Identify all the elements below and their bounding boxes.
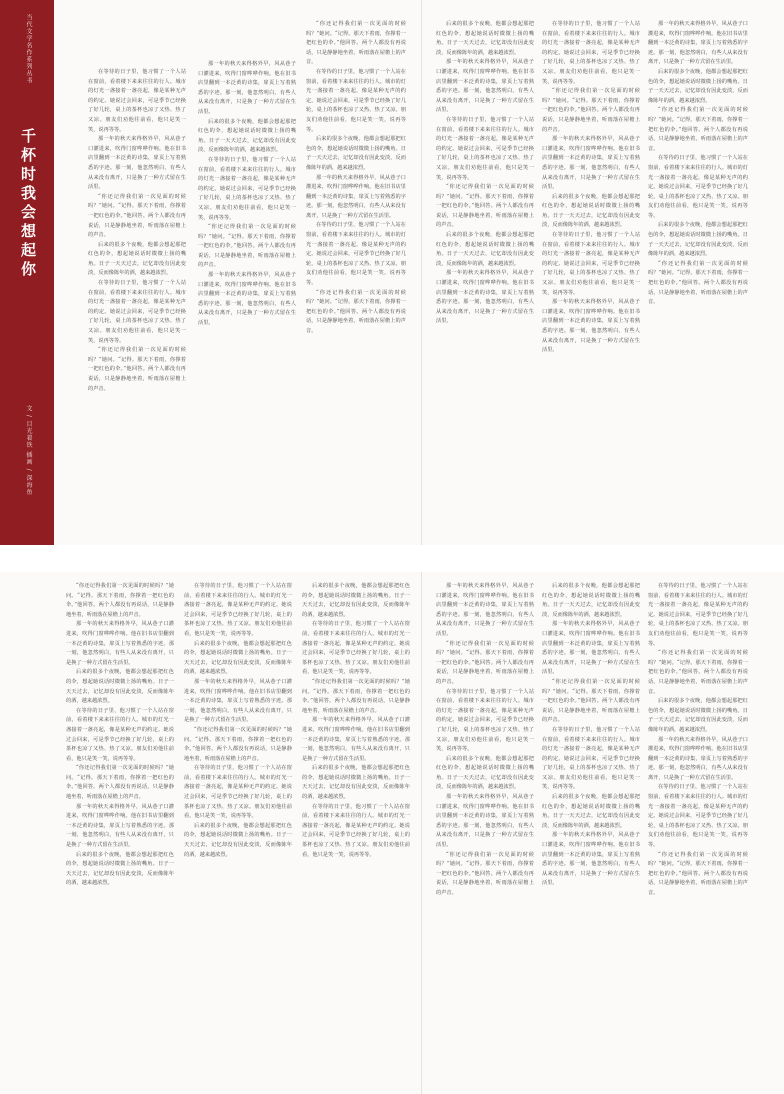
- text-column: 后来的很多个夜晚，他都会想起那把红色的伞，想起她说话时微微上扬的嘴角。日子一天天过去，记忆却没有因此变淡，反而像陈年的酒，越来越浓烈。 那一年的秋天来得格外早，风从巷子口灌进来，吹得门窗哗哗作响。他在旧书店里翻到一本泛黄的诗集，扉页上写着熟悉的字迹。那一刻，他忽然明白，有些人从来没有离开，只是换了一种方式留在生活里。 “你还记得我们第一次见面的时候吗？”她问。“记得。那天下着雨，你撑着一把红色的伞。”他回答。两个人都没有再说话，只是静静地坐着，听雨落在屋檐上的声音。 在等待的日子里，他习惯了一个人站在窗前，看着楼下来来往往的行人。城市的灯光一盏接着一盏亮起，像是某种无声的约定。她说过会回来，可是季节已经换了好几轮，桌上的茶杯也凉了又热、热了又凉。朋友们劝他往前看，他只是笑一笑，说再等等。 后来的很多个夜晚，他都会想起那把红色的伞，想起她说话时微微上扬的嘴角。日子一天天过去，记忆却没有因此变淡，反而像陈年的酒，越来越浓烈。 那一年的秋天来得格外早，风从巷子口灌进来，吹得门窗哗哗作响。他在旧书店里翻到一本泛黄的诗集，扉页上写着熟悉的字迹。那一刻，他忽然明白，有些人从来没有离开，只是换了一种方式留在生活里。: [542, 583, 640, 887]
- text-column: 那一年的秋天来得格外早，风从巷子口灌进来，吹得门窗哗哗作响。他在旧书店里翻到一本泛黄的诗集，扉页上写着熟悉的字迹。那一刻，他忽然明白，有些人从来没有离开，只是换了一种方式留在生活里。 后来的很多个夜晚，他都会想起那把红色的伞，想起她说话时微微上扬的嘴角。日子一天天过去，记忆却没有因此变淡，反而像陈年的酒，越来越浓烈。 “你还记得我们第一次见面的时候吗？”她问。“记得。那天下着雨，你撑着一把红色的伞。”他回答。两个人都没有再说话，只是静静地坐着，听雨落在屋檐上的声音。 在等待的日子里，他习惯了一个人站在窗前，看着楼下来来往往的行人。城市的灯光一盏接着一盏亮起，像是某种无声的约定。她说过会回来，可是季节已经换了好几轮，桌上的茶杯也凉了又热、热了又凉。朋友们劝他往前看，他只是笑一笑，说再等等。 后来的很多个夜晚，他都会想起那把红色的伞，想起她说话时微微上扬的嘴角。日子一天天过去，记忆却没有因此变淡，反而像陈年的酒，越来越浓烈。 “你还记得我们第一次见面的时候吗？”她问。“记得。那天下着雨，你撑着一把红色的伞。”他回答。两个人都没有再说话，只是静静地坐着，听雨落在屋檐上的声音。: [648, 21, 748, 306]
- page-fold: [421, 0, 422, 545]
- series-title: 当代文学名作系列丛书: [25, 14, 32, 84]
- text-column: 在等待的日子里，他习惯了一个人站在窗前，看着楼下来来往往的行人。城市的灯光一盏接着一盏亮起，像是某种无声的约定。她说过会回来，可是季节已经换了好几轮，桌上的茶杯也凉了又热、热了又凉。朋友们劝他往前看，他只是笑一笑，说再等等。 那一年的秋天来得格外早，风从巷子口灌进来，吹得门窗哗哗作响。他在旧书店里翻到一本泛黄的诗集，扉页上写着熟悉的字迹。那一刻，他忽然明白，有些人从来没有离开，只是换了一种方式留在生活里。 “你还记得我们第一次见面的时候吗？”她问。“记得。那天下着雨，你撑着一把红色的伞。”他回答。两个人都没有再说话，只是静静地坐着，听雨落在屋檐上的声音。 后来的很多个夜晚，他都会想起那把红色的伞，想起她说话时微微上扬的嘴角。日子一天天过去，记忆却没有因此变淡，反而像陈年的酒，越来越浓烈。 在等待的日子里，他习惯了一个人站在窗前，看着楼下来来往往的行人。城市的灯光一盏接着一盏亮起，像是某种无声的约定。她说过会回来，可是季节已经换了好几轮，桌上的茶杯也凉了又热、热了又凉。朋友们劝他往前看，他只是笑一笑，说再等等。 “你还记得我们第一次见面的时候吗？”她问。“记得。那天下着雨，你撑着一把红色的伞。”他回答。两个人都没有再说话，只是静静地坐着，听雨落在屋檐上的声音。: [88, 69, 186, 392]
- book-cover-band: [0, 0, 54, 545]
- text-column: “你还记得我们第一次见面的时候吗？”她问。“记得。那天下着雨，你撑着一把红色的伞。”他回答。两个人都没有再说话，只是静静地坐着，听雨落在屋檐上的声音。 那一年的秋天来得格外早，风从巷子口灌进来，吹得门窗哗哗作响。他在旧书店里翻到一本泛黄的诗集，扉页上写着熟悉的字迹。那一刻，他忽然明白，有些人从来没有离开，只是换了一种方式留在生活里。 后来的很多个夜晚，他都会想起那把红色的伞，想起她说话时微微上扬的嘴角。日子一天天过去，记忆却没有因此变淡，反而像陈年的酒，越来越浓烈。 在等待的日子里，他习惯了一个人站在窗前，看着楼下来来往往的行人。城市的灯光一盏接着一盏亮起，像是某种无声的约定。她说过会回来，可是季节已经换了好几轮，桌上的茶杯也凉了又热、热了又凉。朋友们劝他往前看，他只是笑一笑，说再等等。 “你还记得我们第一次见面的时候吗？”她问。“记得。那天下着雨，你撑着一把红色的伞。”他回答。两个人都没有再说话，只是静静地坐着，听雨落在屋檐上的声音。 那一年的秋天来得格外早，风从巷子口灌进来，吹得门窗哗哗作响。他在旧书店里翻到一本泛黄的诗集，扉页上写着熟悉的字迹。那一刻，他忽然明白，有些人从来没有离开，只是换了一种方式留在生活里。 后来的很多个夜晚，他都会想起那把红色的伞，想起她说话时微微上扬的嘴角。日子一天天过去，记忆却没有因此变淡，反而像陈年的酒，越来越浓烈。: [66, 583, 174, 887]
- bottom-spread: [0, 572, 784, 1094]
- page-fold: [421, 572, 422, 1094]
- text-column: 后来的很多个夜晚，他都会想起那把红色的伞，想起她说话时微微上扬的嘴角。日子一天天过去，记忆却没有因此变淡，反而像陈年的酒，越来越浓烈。 在等待的日子里，他习惯了一个人站在窗前，看着楼下来来往往的行人。城市的灯光一盏接着一盏亮起，像是某种无声的约定。她说过会回来，可是季节已经换了好几轮，桌上的茶杯也凉了又热、热了又凉。朋友们劝他往前看，他只是笑一笑，说再等等。 “你还记得我们第一次见面的时候吗？”她问。“记得。那天下着雨，你撑着一把红色的伞。”他回答。两个人都没有再说话，只是静静地坐着，听雨落在屋檐上的声音。 那一年的秋天来得格外早，风从巷子口灌进来，吹得门窗哗哗作响。他在旧书店里翻到一本泛黄的诗集，扉页上写着熟悉的字迹。那一刻，他忽然明白，有些人从来没有离开，只是换了一种方式留在生活里。 后来的很多个夜晚，他都会想起那把红色的伞，想起她说话时微微上扬的嘴角。日子一天天过去，记忆却没有因此变淡，反而像陈年的酒，越来越浓烈。 在等待的日子里，他习惯了一个人站在窗前，看着楼下来来往往的行人。城市的灯光一盏接着一盏亮起，像是某种无声的约定。她说过会回来，可是季节已经换了好几轮，桌上的茶杯也凉了又热、热了又凉。朋友们劝他往前看，他只是笑一笑，说再等等。: [302, 583, 410, 858]
- text-column: 那一年的秋天来得格外早，风从巷子口灌进来，吹得门窗哗哗作响。他在旧书店里翻到一本泛黄的诗集，扉页上写着熟悉的字迹。那一刻，他忽然明白，有些人从来没有离开，只是换了一种方式留在生活里。 “你还记得我们第一次见面的时候吗？”她问。“记得。那天下着雨，你撑着一把红色的伞。”他回答。两个人都没有再说话，只是静静地坐着，听雨落在屋檐上的声音。 在等待的日子里，他习惯了一个人站在窗前，看着楼下来来往往的行人。城市的灯光一盏接着一盏亮起，像是某种无声的约定。她说过会回来，可是季节已经换了好几轮，桌上的茶杯也凉了又热、热了又凉。朋友们劝他往前看，他只是笑一笑，说再等等。 后来的很多个夜晚，他都会想起那把红色的伞，想起她说话时微微上扬的嘴角。日子一天天过去，记忆却没有因此变淡，反而像陈年的酒，越来越浓烈。 那一年的秋天来得格外早，风从巷子口灌进来，吹得门窗哗哗作响。他在旧书店里翻到一本泛黄的诗集，扉页上写着熟悉的字迹。那一刻，他忽然明白，有些人从来没有离开，只是换了一种方式留在生活里。 “你还记得我们第一次见面的时候吗？”她问。“记得。那天下着雨，你撑着一把红色的伞。”他回答。两个人都没有再说话，只是静静地坐着，听雨落在屋檐上的声音。: [436, 583, 534, 896]
- top-spread: [0, 0, 784, 545]
- text-column: 那一年的秋天来得格外早，风从巷子口灌进来，吹得门窗哗哗作响。他在旧书店里翻到一本泛黄的诗集，扉页上写着熟悉的字迹。那一刻，他忽然明白，有些人从来没有离开，只是换了一种方式留在生活里。 后来的很多个夜晚，他都会想起那把红色的伞，想起她说话时微微上扬的嘴角。日子一天天过去，记忆却没有因此变淡，反而像陈年的酒，越来越浓烈。 在等待的日子里，他习惯了一个人站在窗前，看着楼下来来往往的行人。城市的灯光一盏接着一盏亮起，像是某种无声的约定。她说过会回来，可是季节已经换了好几轮，桌上的茶杯也凉了又热、热了又凉。朋友们劝他往前看，他只是笑一笑，说再等等。 “你还记得我们第一次见面的时候吗？”她问。“记得。那天下着雨，你撑着一把红色的伞。”他回答。两个人都没有再说话，只是静静地坐着，听雨落在屋檐上的声音。 那一年的秋天来得格外早，风从巷子口灌进来，吹得门窗哗哗作响。他在旧书店里翻到一本泛黄的诗集，扉页上写着熟悉的字迹。那一刻，他忽然明白，有些人从来没有离开，只是换了一种方式留在生活里。: [198, 61, 296, 327]
- text-column: 在等待的日子里，他习惯了一个人站在窗前，看着楼下来来往往的行人。城市的灯光一盏接着一盏亮起，像是某种无声的约定。她说过会回来，可是季节已经换了好几轮，桌上的茶杯也凉了又热、热了又凉。朋友们劝他往前看，他只是笑一笑，说再等等。 后来的很多个夜晚，他都会想起那把红色的伞，想起她说话时微微上扬的嘴角。日子一天天过去，记忆却没有因此变淡，反而像陈年的酒，越来越浓烈。 那一年的秋天来得格外早，风从巷子口灌进来，吹得门窗哗哗作响。他在旧书店里翻到一本泛黄的诗集，扉页上写着熟悉的字迹。那一刻，他忽然明白，有些人从来没有离开，只是换了一种方式留在生活里。 “你还记得我们第一次见面的时候吗？”她问。“记得。那天下着雨，你撑着一把红色的伞。”他回答。两个人都没有再说话，只是静静地坐着，听雨落在屋檐上的声音。 在等待的日子里，他习惯了一个人站在窗前，看着楼下来来往往的行人。城市的灯光一盏接着一盏亮起，像是某种无声的约定。她说过会回来，可是季节已经换了好几轮，桌上的茶杯也凉了又热、热了又凉。朋友们劝他往前看，他只是笑一笑，说再等等。 后来的很多个夜晚，他都会想起那把红色的伞，想起她说话时微微上扬的嘴角。日子一天天过去，记忆却没有因此变淡，反而像陈年的酒，越来越浓烈。: [184, 583, 292, 858]
- book-title: 千杯时我会想起你: [19, 128, 37, 280]
- spread-gap: [0, 545, 784, 572]
- text-column: 后来的很多个夜晚，他都会想起那把红色的伞，想起她说话时微微上扬的嘴角。日子一天天过去，记忆却没有因此变淡，反而像陈年的酒，越来越浓烈。 那一年的秋天来得格外早，风从巷子口灌进来，吹得门窗哗哗作响。他在旧书店里翻到一本泛黄的诗集，扉页上写着熟悉的字迹。那一刻，他忽然明白，有些人从来没有离开，只是换了一种方式留在生活里。 在等待的日子里，他习惯了一个人站在窗前，看着楼下来来往往的行人。城市的灯光一盏接着一盏亮起，像是某种无声的约定。她说过会回来，可是季节已经换了好几轮，桌上的茶杯也凉了又热、热了又凉。朋友们劝他往前看，他只是笑一笑，说再等等。 “你还记得我们第一次见面的时候吗？”她问。“记得。那天下着雨，你撑着一把红色的伞。”他回答。两个人都没有再说话，只是静静地坐着，听雨落在屋檐上的声音。 后来的很多个夜晚，他都会想起那把红色的伞，想起她说话时微微上扬的嘴角。日子一天天过去，记忆却没有因此变淡，反而像陈年的酒，越来越浓烈。 那一年的秋天来得格外早，风从巷子口灌进来，吹得门窗哗哗作响。他在旧书店里翻到一本泛黄的诗集，扉页上写着熟悉的字迹。那一刻，他忽然明白，有些人从来没有离开，只是换了一种方式留在生活里。: [436, 21, 534, 325]
- text-column: “你还记得我们第一次见面的时候吗？”她问。“记得。那天下着雨，你撑着一把红色的伞。”他回答。两个人都没有再说话，只是静静地坐着，听雨落在屋檐上的声音。 在等待的日子里，他习惯了一个人站在窗前，看着楼下来来往往的行人。城市的灯光一盏接着一盏亮起，像是某种无声的约定。她说过会回来，可是季节已经换了好几轮，桌上的茶杯也凉了又热、热了又凉。朋友们劝他往前看，他只是笑一笑，说再等等。 后来的很多个夜晚，他都会想起那把红色的伞，想起她说话时微微上扬的嘴角。日子一天天过去，记忆却没有因此变淡，反而像陈年的酒，越来越浓烈。 那一年的秋天来得格外早，风从巷子口灌进来，吹得门窗哗哗作响。他在旧书店里翻到一本泛黄的诗集，扉页上写着熟悉的字迹。那一刻，他忽然明白，有些人从来没有离开，只是换了一种方式留在生活里。 在等待的日子里，他习惯了一个人站在窗前，看着楼下来来往往的行人。城市的灯光一盏接着一盏亮起，像是某种无声的约定。她说过会回来，可是季节已经换了好几轮，桌上的茶杯也凉了又热、热了又凉。朋友们劝他往前看，他只是笑一笑，说再等等。 “你还记得我们第一次见面的时候吗？”她问。“记得。那天下着雨，你撑着一把红色的伞。”他回答。两个人都没有再说话，只是静静地坐着，听雨落在屋檐上的声音。: [306, 21, 406, 334]
- author-credit: 文 / 目光着铁 插画 / 深海鱼: [25, 405, 32, 496]
- text-column: 在等待的日子里，他习惯了一个人站在窗前，看着楼下来来往往的行人。城市的灯光一盏接着一盏亮起，像是某种无声的约定。她说过会回来，可是季节已经换了好几轮，桌上的茶杯也凉了又热、热了又凉。朋友们劝他往前看，他只是笑一笑，说再等等。 “你还记得我们第一次见面的时候吗？”她问。“记得。那天下着雨，你撑着一把红色的伞。”他回答。两个人都没有再说话，只是静静地坐着，听雨落在屋檐上的声音。 后来的很多个夜晚，他都会想起那把红色的伞，想起她说话时微微上扬的嘴角。日子一天天过去，记忆却没有因此变淡，反而像陈年的酒，越来越浓烈。 那一年的秋天来得格外早，风从巷子口灌进来，吹得门窗哗哗作响。他在旧书店里翻到一本泛黄的诗集，扉页上写着熟悉的字迹。那一刻，他忽然明白，有些人从来没有离开，只是换了一种方式留在生活里。 在等待的日子里，他习惯了一个人站在窗前，看着楼下来来往往的行人。城市的灯光一盏接着一盏亮起，像是某种无声的约定。她说过会回来，可是季节已经换了好几轮，桌上的茶杯也凉了又热、热了又凉。朋友们劝他往前看，他只是笑一笑，说再等等。 “你还记得我们第一次见面的时候吗？”她问。“记得。那天下着雨，你撑着一把红色的伞。”他回答。两个人都没有再说话，只是静静地坐着，听雨落在屋檐上的声音。: [648, 583, 748, 896]
- text-column: 在等待的日子里，他习惯了一个人站在窗前，看着楼下来来往往的行人。城市的灯光一盏接着一盏亮起，像是某种无声的约定。她说过会回来，可是季节已经换了好几轮，桌上的茶杯也凉了又热、热了又凉。朋友们劝他往前看，他只是笑一笑，说再等等。 “你还记得我们第一次见面的时候吗？”她问。“记得。那天下着雨，你撑着一把红色的伞。”他回答。两个人都没有再说话，只是静静地坐着，听雨落在屋檐上的声音。 那一年的秋天来得格外早，风从巷子口灌进来，吹得门窗哗哗作响。他在旧书店里翻到一本泛黄的诗集，扉页上写着熟悉的字迹。那一刻，他忽然明白，有些人从来没有离开，只是换了一种方式留在生活里。 后来的很多个夜晚，他都会想起那把红色的伞，想起她说话时微微上扬的嘴角。日子一天天过去，记忆却没有因此变淡，反而像陈年的酒，越来越浓烈。 在等待的日子里，他习惯了一个人站在窗前，看着楼下来来往往的行人。城市的灯光一盏接着一盏亮起，像是某种无声的约定。她说过会回来，可是季节已经换了好几轮，桌上的茶杯也凉了又热、热了又凉。朋友们劝他往前看，他只是笑一笑，说再等等。 那一年的秋天来得格外早，风从巷子口灌进来，吹得门窗哗哗作响。他在旧书店里翻到一本泛黄的诗集，扉页上写着熟悉的字迹。那一刻，他忽然明白，有些人从来没有离开，只是换了一种方式留在生活里。: [542, 21, 640, 354]
